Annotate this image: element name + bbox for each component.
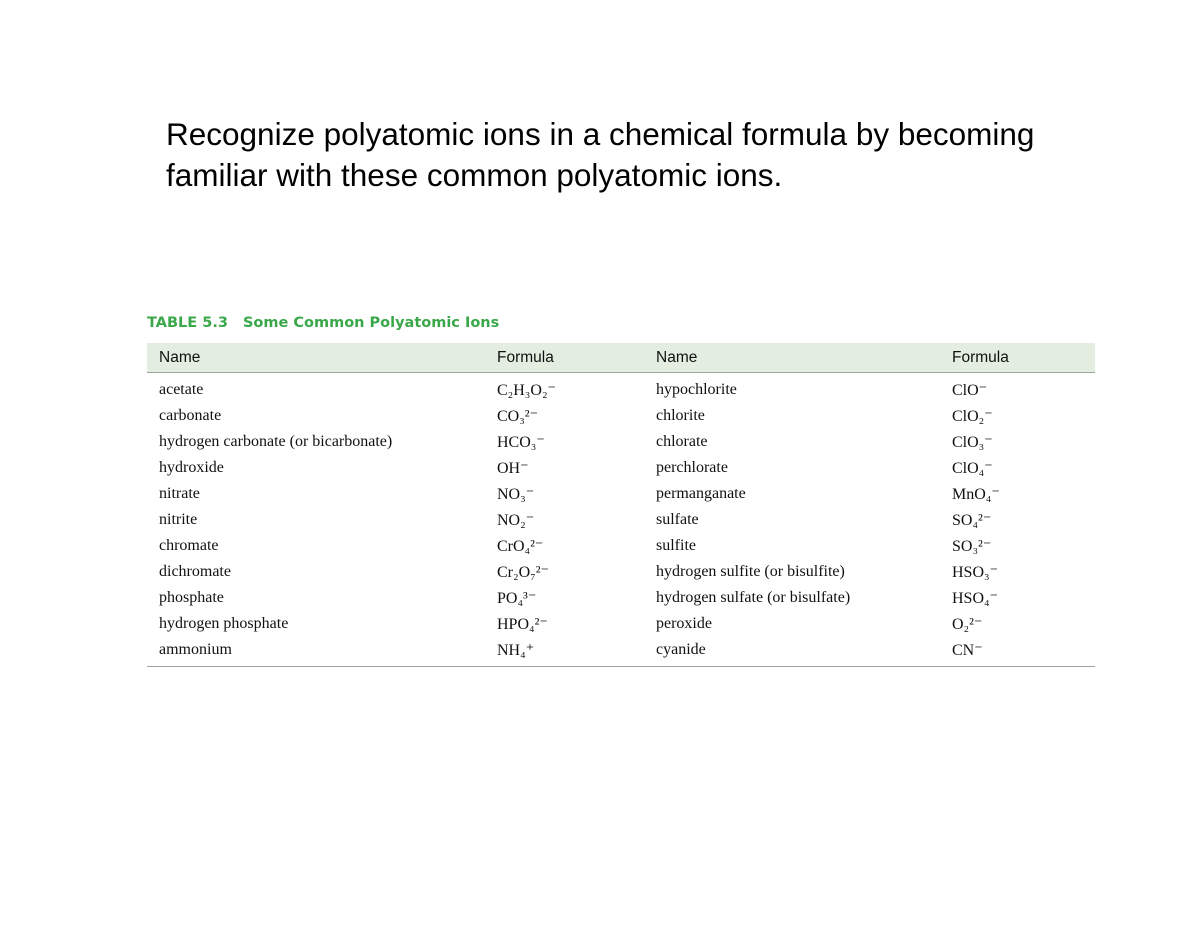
table-row: [147, 507, 1095, 533]
table-caption-title: Some Common Polyatomic Ions: [242, 315, 500, 331]
table-row: [147, 403, 1095, 429]
ion-formula-left: CO₃²⁻: [497, 408, 539, 425]
table-row: [147, 533, 1095, 559]
ion-name-left: acetate: [159, 381, 204, 398]
table-row: [147, 455, 1095, 481]
ion-formula-right: HSO₃⁻: [952, 564, 999, 581]
ion-name-right: sulfate: [656, 511, 699, 528]
ion-name-right: hypochlorite: [656, 381, 737, 398]
ion-name-right: peroxide: [656, 615, 712, 632]
ion-name-left: hydrogen phosphate: [159, 615, 289, 632]
ion-name-right: permanganate: [656, 485, 746, 502]
ion-formula-right: ClO⁻: [952, 382, 988, 399]
header-name-left: Name: [147, 343, 485, 373]
ion-name-left: ammonium: [147, 637, 485, 667]
ion-formula-left: NH₄⁺: [485, 637, 644, 667]
table-header-row: [147, 343, 1095, 373]
ion-name-left: dichromate: [159, 563, 231, 580]
table-caption: [147, 315, 499, 331]
ion-formula-left: NO₂⁻: [497, 512, 535, 529]
ion-formula-left: Cr₂O₇²⁻: [497, 564, 549, 581]
ion-name-right: cyanide: [644, 637, 940, 667]
table-row: [147, 429, 1095, 455]
ion-name-left: nitrite: [159, 511, 198, 528]
ion-formula-left: CrO₄²⁻: [497, 538, 544, 555]
ion-name-right: perchlorate: [656, 459, 728, 476]
table-row: [147, 373, 1095, 404]
ion-formula-right: CN⁻: [940, 637, 1095, 667]
ion-formula-right: ClO₃⁻: [952, 434, 993, 451]
table-row: [147, 559, 1095, 585]
table-row: [147, 611, 1095, 637]
table-row: [147, 585, 1095, 611]
table-row: [147, 637, 1095, 667]
ion-name-left: nitrate: [159, 485, 200, 502]
ion-formula-left: OH⁻: [497, 460, 529, 477]
ion-name-right: hydrogen sulfite (or bisulfite): [656, 563, 845, 580]
ion-name-left: chromate: [159, 537, 219, 554]
ion-formula-right: SO₃²⁻: [952, 538, 992, 555]
ion-formula-left: HPO₄²⁻: [497, 616, 548, 633]
ion-formula-left: PO₄³⁻: [497, 590, 537, 607]
ion-name-left: hydrogen carbonate (or bicarbonate): [159, 433, 393, 450]
header-name-right: Name: [644, 343, 940, 373]
ion-formula-right: MnO₄⁻: [952, 486, 1000, 503]
ion-formula-right: SO₄²⁻: [952, 512, 992, 529]
ion-formula-left: NO₃⁻: [497, 486, 535, 503]
ion-formula-right: O₂²⁻: [952, 616, 983, 633]
ion-formula-right: ClO₂⁻: [952, 408, 993, 425]
ion-name-left: carbonate: [159, 407, 222, 424]
ion-name-left: hydroxide: [159, 459, 224, 476]
ion-name-right: hydrogen sulfate (or bisulfate): [656, 589, 851, 606]
header-formula-left: Formula: [485, 343, 644, 373]
ion-name-right: chlorate: [656, 433, 708, 450]
header-formula-right: Formula: [940, 343, 1095, 373]
slide-title: Recognize polyatomic ions in a chemical formula by becoming familiar with these common polyatomic ions.: [166, 116, 1035, 193]
ion-name-right: sulfite: [656, 537, 696, 554]
ion-formula-left: C₂H₃O₂⁻: [497, 382, 556, 399]
ion-name-right: chlorite: [656, 407, 705, 424]
ion-name-left: phosphate: [159, 589, 224, 606]
ion-formula-right: ClO₄⁻: [952, 460, 993, 477]
table-caption-number: TABLE 5.3: [147, 315, 228, 331]
polyatomic-ions-table: [147, 343, 1095, 667]
table-row: [147, 481, 1095, 507]
ion-formula-left: HCO₃⁻: [497, 434, 545, 451]
ion-formula-right: HSO₄⁻: [952, 590, 999, 607]
